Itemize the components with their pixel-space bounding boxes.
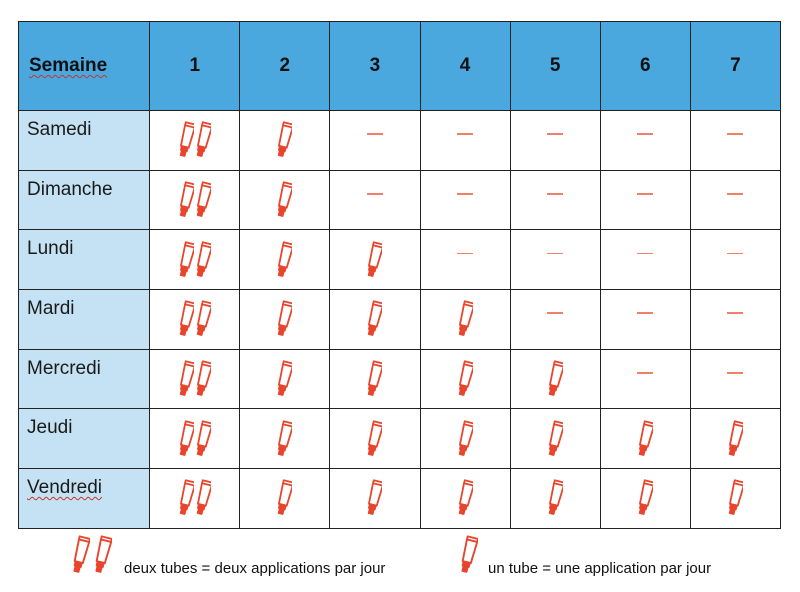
day-label-text: Mercredi (27, 357, 101, 379)
day-label-text: Dimanche (27, 178, 113, 200)
dose-cell (420, 111, 510, 171)
legend-one-tube-text: un tube = une application par jour (488, 560, 712, 577)
dash-icon (637, 372, 653, 374)
day-label-text: Mardi (27, 298, 75, 320)
dose-cell (150, 469, 240, 529)
dose-cell (690, 290, 780, 350)
day-label (19, 170, 150, 230)
header-week-3: 3 (330, 22, 420, 111)
ointment-tube-icon (367, 479, 382, 517)
dash-icon (727, 372, 743, 374)
ointment-tube-icon (277, 121, 292, 159)
legend (0, 533, 800, 583)
ointment-tube-icon (277, 360, 292, 398)
dose-cell (420, 170, 510, 230)
header-week-2: 2 (240, 22, 330, 111)
day-label (19, 469, 150, 529)
dose-cell (240, 230, 330, 290)
table-row (19, 290, 781, 350)
table-row (19, 170, 781, 230)
header-week-5: 5 (510, 22, 600, 111)
ointment-tube-icon (548, 360, 563, 398)
ointment-tube-icon (196, 360, 211, 398)
dash-icon (457, 133, 473, 135)
ointment-tube-icon (179, 420, 194, 458)
dose-cell (330, 170, 420, 230)
header-week-6: 6 (600, 22, 690, 111)
ointment-tube-icon (179, 121, 194, 159)
dose-cell (600, 469, 690, 529)
ointment-tube-icon (458, 420, 473, 458)
dose-cell (240, 170, 330, 230)
ointment-tube-icon (638, 420, 653, 458)
header-week-text: Semaine (29, 55, 108, 76)
dash-icon (727, 312, 743, 314)
dose-cell (690, 230, 780, 290)
dose-cell (600, 409, 690, 469)
dash-icon (637, 133, 653, 135)
dash-icon (637, 312, 653, 314)
day-label (19, 290, 150, 350)
ointment-tube-icon (277, 420, 292, 458)
dose-cell (330, 290, 420, 350)
ointment-tube-icon (93, 535, 112, 575)
dose-cell (330, 230, 420, 290)
ointment-tube-icon (196, 300, 211, 338)
day-label-text: Jeudi (27, 417, 73, 439)
day-label-text: Vendredi (27, 477, 103, 499)
dash-icon (547, 312, 563, 314)
dash-icon (637, 193, 653, 195)
dose-cell (420, 349, 510, 409)
ointment-tube-icon (277, 241, 292, 279)
ointment-tube-icon (71, 535, 90, 575)
ointment-tube-icon (196, 479, 211, 517)
legend-two-tubes-text: deux tubes = deux applications par jour (124, 560, 386, 577)
ointment-tube-icon (728, 420, 743, 458)
ointment-tube-icon (548, 420, 563, 458)
dose-cell (690, 469, 780, 529)
dose-cell (240, 409, 330, 469)
dose-cell (150, 230, 240, 290)
dash-icon (727, 253, 743, 255)
table-row (19, 349, 781, 409)
ointment-tube-icon (367, 360, 382, 398)
dose-cell (510, 290, 600, 350)
dose-cell (510, 170, 600, 230)
ointment-tube-icon (277, 300, 292, 338)
ointment-tube-icon (179, 479, 194, 517)
dash-icon (727, 133, 743, 135)
header-week-1: 1 (150, 22, 240, 111)
day-label-text: Samedi (27, 119, 92, 140)
ointment-tube-icon (179, 181, 194, 219)
ointment-tube-icon (277, 479, 292, 517)
day-label (19, 111, 150, 171)
dose-cell (600, 111, 690, 171)
day-label (19, 349, 150, 409)
header-row (19, 22, 781, 111)
ointment-tube-icon (196, 420, 211, 458)
dose-cell (150, 409, 240, 469)
dash-icon (727, 193, 743, 195)
dash-icon (367, 133, 383, 135)
day-label-text: Lundi (27, 238, 74, 260)
header-week-4: 4 (420, 22, 510, 111)
ointment-tube-icon (367, 420, 382, 458)
dose-cell (150, 111, 240, 171)
ointment-tube-icon (459, 535, 478, 575)
dose-cell (690, 409, 780, 469)
ointment-tube-icon (179, 360, 194, 398)
dose-cell (510, 349, 600, 409)
dose-cell (510, 469, 600, 529)
ointment-tube-icon (277, 181, 292, 219)
ointment-tube-icon (196, 181, 211, 219)
dose-cell (510, 409, 600, 469)
dose-cell (240, 290, 330, 350)
dose-cell (150, 290, 240, 350)
ointment-tube-icon (458, 479, 473, 517)
schedule-body (19, 111, 781, 529)
dose-cell (150, 349, 240, 409)
dose-cell (510, 111, 600, 171)
legend-one-tube-icon-wrap (458, 535, 479, 575)
ointment-tube-icon (367, 300, 382, 338)
dose-cell (420, 409, 510, 469)
dose-cell (600, 230, 690, 290)
dose-cell (690, 170, 780, 230)
dose-cell (330, 469, 420, 529)
dose-cell (420, 469, 510, 529)
header-week-label (19, 22, 150, 111)
table-row (19, 111, 781, 171)
dose-cell (240, 111, 330, 171)
dash-icon (457, 193, 473, 195)
ointment-tube-icon (196, 241, 211, 279)
dose-cell (150, 170, 240, 230)
ointment-tube-icon (458, 300, 473, 338)
table-row (19, 409, 781, 469)
dash-icon (367, 193, 383, 195)
dash-icon (547, 133, 563, 135)
schedule-table (18, 21, 781, 529)
dose-cell (510, 230, 600, 290)
dash-icon (637, 253, 653, 255)
dose-cell (420, 290, 510, 350)
table-row (19, 469, 781, 529)
dose-cell (330, 111, 420, 171)
dose-cell (240, 469, 330, 529)
ointment-tube-icon (728, 479, 743, 517)
dose-cell (420, 230, 510, 290)
header-week-7: 7 (690, 22, 780, 111)
dash-icon (457, 253, 473, 255)
ointment-tube-icon (367, 241, 382, 279)
ointment-tube-icon (179, 241, 194, 279)
ointment-tube-icon (458, 360, 473, 398)
dose-cell (600, 349, 690, 409)
dose-cell (330, 349, 420, 409)
legend-two-tubes-icons (71, 535, 115, 575)
day-label (19, 409, 150, 469)
ointment-tube-icon (179, 300, 194, 338)
dose-cell (330, 409, 420, 469)
ointment-tube-icon (196, 121, 211, 159)
dose-cell (240, 349, 330, 409)
day-label (19, 230, 150, 290)
dose-cell (600, 170, 690, 230)
ointment-tube-icon (638, 479, 653, 517)
dose-cell (690, 111, 780, 171)
dash-icon (547, 253, 563, 255)
table-row (19, 230, 781, 290)
ointment-tube-icon (548, 479, 563, 517)
dose-cell (690, 349, 780, 409)
dose-cell (600, 290, 690, 350)
dash-icon (547, 193, 563, 195)
